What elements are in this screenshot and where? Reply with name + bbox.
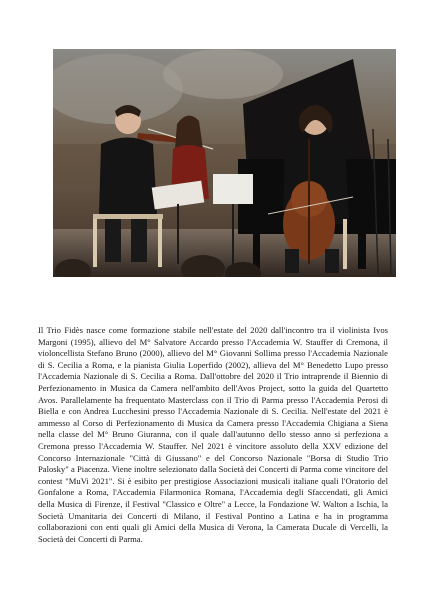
trio-performance-photo [53,49,396,277]
trio-biography-text: Il Trio Fidès nasce come formazione stabile nell'estate del 2020 dall'incontro tra il violinista Ivos Margoni (1995), allievo del M° Salvatore Accardo presso l'Accademia W. Stauffer di Cremona, il violoncellista Stefano Bruno (2000), allievo del M° Giovanni Sollima presso l'Accademia Nazionale di S. Cecilia a Roma, e la pianista Giulia Loperfido (2002), allieva del M° Benedetto Lupo presso l'Accademia Nazionale di S. Cecilia a Roma. Dall'ottobre del 2020 il Trio intraprende il Biennio di Perfezionamento in Musica da Camera nell'ambito dell'Avos Project, sotto la guida del Quartetto Avos. Parallelamente ha frequentato Masterclass con il Trio di Parma presso l'Accademia Perosi di Biella e con Andrea Lucchesini presso l'Accademia Nazionale di S. Cecilia. Nell'estate del 2021 è ammesso al Corso di Perfezionamento di Musica da Camera presso l'Accademia Chigiana a Siena nella classe del M° Bruno Giuranna, con il quale dall'autunno dello stesso anno si perfeziona a Cremona presso l'Accademia W. Stauffer. Nel 2021 è vincitore assoluto della XXV edizione del Concorso Internazionale "Città di Giussano" e del Concorso Nazionale "Borsa di Studio Trio Palosky" a Piacenza. Viene inoltre selezionato dalla Società dei Concerti di Parma come vincitore del contest "MuVi 2021". Si è esibito per prestigiose Associazioni musicali italiane quali l'Oratorio del Gonfalone a Roma, l'Accademia Filarmonica Romana, l'Accademia degli Sfaccendati, gli Amici della Musica di Firenze, il Festival "Classico e Oltre" a Lecce, la Fondazione W. Walton a Ischia, la Società Umanitaria dei Concerti di Milano, il Festival Pontino a Latina e ha in programma collaborazioni con enti quali gli Amici della Musica di Verona, la Camerata Ducale di Vercelli, la Società dei Concerti di Parma. [38,325,388,544]
photo-illustration [53,49,396,277]
